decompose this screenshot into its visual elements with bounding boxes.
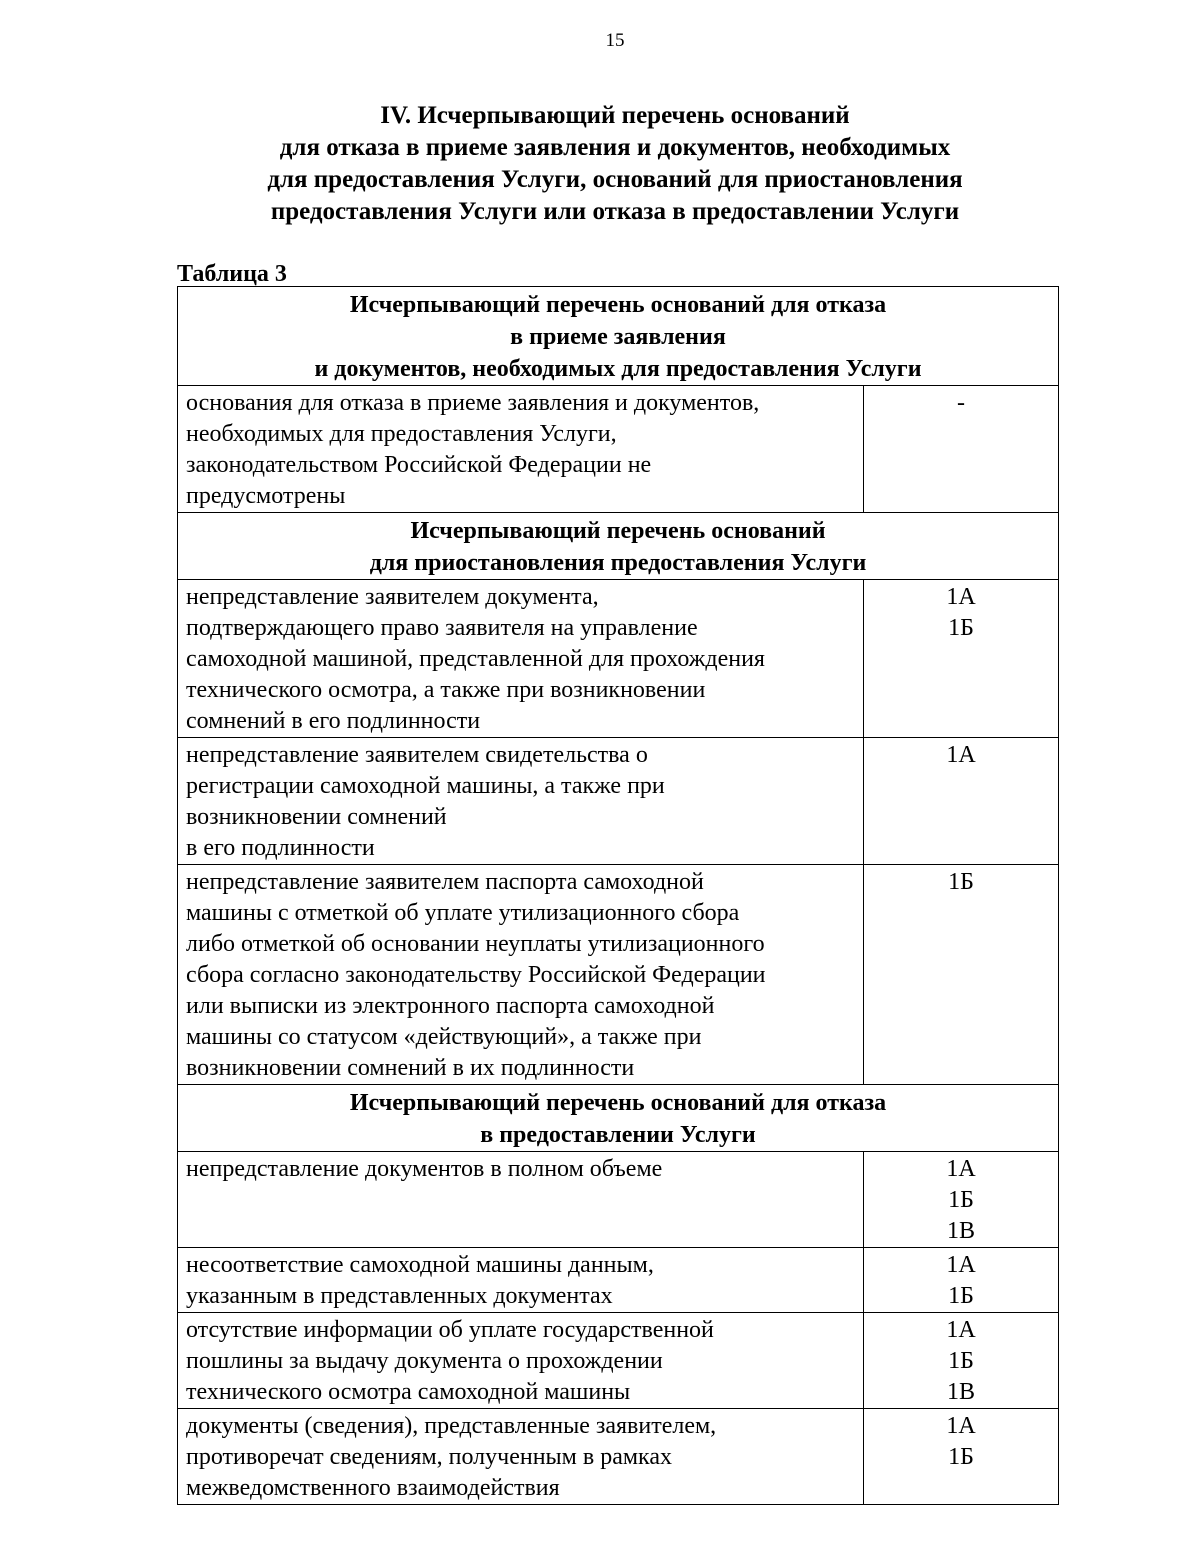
description-line: непредставление заявителем паспорта самоходной xyxy=(186,869,704,895)
applicant-code: 1Б xyxy=(948,1187,974,1213)
applicant-code: 1А xyxy=(946,1413,976,1439)
section-title xyxy=(178,1085,1059,1152)
description-line: сомнений в его подлинности xyxy=(186,708,481,734)
section-header-row xyxy=(178,287,1059,386)
ground-description xyxy=(178,738,864,865)
applicant-code: 1Б xyxy=(948,1283,974,1309)
applicant-code: 1Б xyxy=(948,615,974,641)
section-header-row xyxy=(178,1085,1059,1152)
description-line: машины с отметкой об уплате утилизационного сбора xyxy=(186,900,740,926)
applicant-codes xyxy=(864,865,1059,1085)
description-line: непредставление заявителем документа, xyxy=(186,584,599,610)
section-title-line: Исчерпывающий перечень оснований xyxy=(410,518,826,544)
description-line: отсутствие информации об уплате государственной xyxy=(186,1317,714,1343)
applicant-code: 1В xyxy=(947,1218,976,1244)
heading-line: предоставления Услуги или отказа в предоставлении Услуги xyxy=(270,198,960,225)
description-line: законодательством Российской Федерации не xyxy=(186,452,652,478)
description-line: возникновении сомнений xyxy=(186,804,447,830)
section-heading xyxy=(0,100,1200,228)
description-line: указанным в представленных документах xyxy=(186,1283,613,1309)
heading-line: для предоставления Услуги, оснований для приостановления xyxy=(267,166,963,193)
ground-description xyxy=(178,1152,864,1248)
description-line: технического осмотра самоходной машины xyxy=(186,1379,631,1405)
applicant-code: 1А xyxy=(946,584,976,610)
applicant-codes xyxy=(864,386,1059,513)
section-title-line: Исчерпывающий перечень оснований для отказа xyxy=(349,1090,887,1116)
description-line: сбора согласно законодательству Российской Федерации xyxy=(186,962,766,988)
applicant-codes xyxy=(864,580,1059,738)
grounds-table xyxy=(177,286,1059,1505)
description-line: непредставление заявителем свидетельства о xyxy=(186,742,648,768)
applicant-codes xyxy=(864,738,1059,865)
section-title xyxy=(178,287,1059,386)
description-line: несоответствие самоходной машины данным, xyxy=(186,1252,654,1278)
applicant-code: 1А xyxy=(946,1156,976,1182)
heading-line: IV. Исчерпывающий перечень оснований xyxy=(380,102,850,129)
applicant-code: 1А xyxy=(946,1252,976,1278)
ground-description xyxy=(178,865,864,1085)
applicant-code: - xyxy=(957,390,965,416)
table-row xyxy=(178,1248,1059,1313)
description-line: регистрации самоходной машины, а также при xyxy=(186,773,665,799)
table-row xyxy=(178,1313,1059,1409)
section-header-row xyxy=(178,513,1059,580)
table-row xyxy=(178,738,1059,865)
ground-description xyxy=(178,386,864,513)
section-title-line: в приеме заявления xyxy=(510,324,726,350)
applicant-codes xyxy=(864,1248,1059,1313)
applicant-code: 1В xyxy=(947,1379,976,1405)
table-caption: Таблица 3 xyxy=(177,261,287,287)
table-row xyxy=(178,1409,1059,1505)
section-title-line: Исчерпывающий перечень оснований для отказа xyxy=(349,292,887,318)
section-title xyxy=(178,513,1059,580)
table-row xyxy=(178,580,1059,738)
ground-description xyxy=(178,1409,864,1505)
description-line: предусмотрены xyxy=(186,483,346,509)
description-line: непредставление документов в полном объеме xyxy=(186,1156,663,1182)
ground-description xyxy=(178,580,864,738)
table-row xyxy=(178,1152,1059,1248)
description-line: межведомственного взаимодействия xyxy=(186,1475,560,1501)
description-line: технического осмотра, а также при возникновении xyxy=(186,677,706,703)
ground-description xyxy=(178,1313,864,1409)
section-title-line: для приостановления предоставления Услуги xyxy=(369,550,867,576)
section-title-line: и документов, необходимых для предоставления Услуги xyxy=(314,356,922,382)
applicant-code: 1Б xyxy=(948,1444,974,1470)
description-line: подтверждающего право заявителя на управление xyxy=(186,615,698,641)
ground-description xyxy=(178,1248,864,1313)
description-line: противоречат сведениям, полученным в рамках xyxy=(186,1444,672,1470)
description-line: документы (сведения), представленные заявителем, xyxy=(186,1413,717,1439)
description-line: основания для отказа в приеме заявления и документов, xyxy=(186,390,760,416)
description-line: либо отметкой об основании неуплаты утилизационного xyxy=(186,931,765,957)
section-title-line: в предоставлении Услуги xyxy=(480,1122,756,1148)
page-number: 15 xyxy=(605,30,625,51)
applicant-codes xyxy=(864,1152,1059,1248)
applicant-code: 1А xyxy=(946,742,976,768)
applicant-code: 1Б xyxy=(948,1348,974,1374)
table-row xyxy=(178,386,1059,513)
description-line: пошлины за выдачу документа о прохождении xyxy=(186,1348,663,1374)
description-line: в его подлинности xyxy=(186,835,375,861)
description-line: машины со статусом «действующий», а также при xyxy=(186,1024,702,1050)
applicant-code: 1А xyxy=(946,1317,976,1343)
heading-line: для отказа в приеме заявления и документов, необходимых xyxy=(279,134,951,161)
applicant-codes xyxy=(864,1409,1059,1505)
applicant-code: 1Б xyxy=(948,869,974,895)
description-line: необходимых для предоставления Услуги, xyxy=(186,421,617,447)
description-line: или выписки из электронного паспорта самоходной xyxy=(186,993,715,1019)
table-row xyxy=(178,865,1059,1085)
applicant-codes xyxy=(864,1313,1059,1409)
description-line: возникновении сомнений в их подлинности xyxy=(186,1055,635,1081)
description-line: самоходной машиной, представленной для прохождения xyxy=(186,646,765,672)
